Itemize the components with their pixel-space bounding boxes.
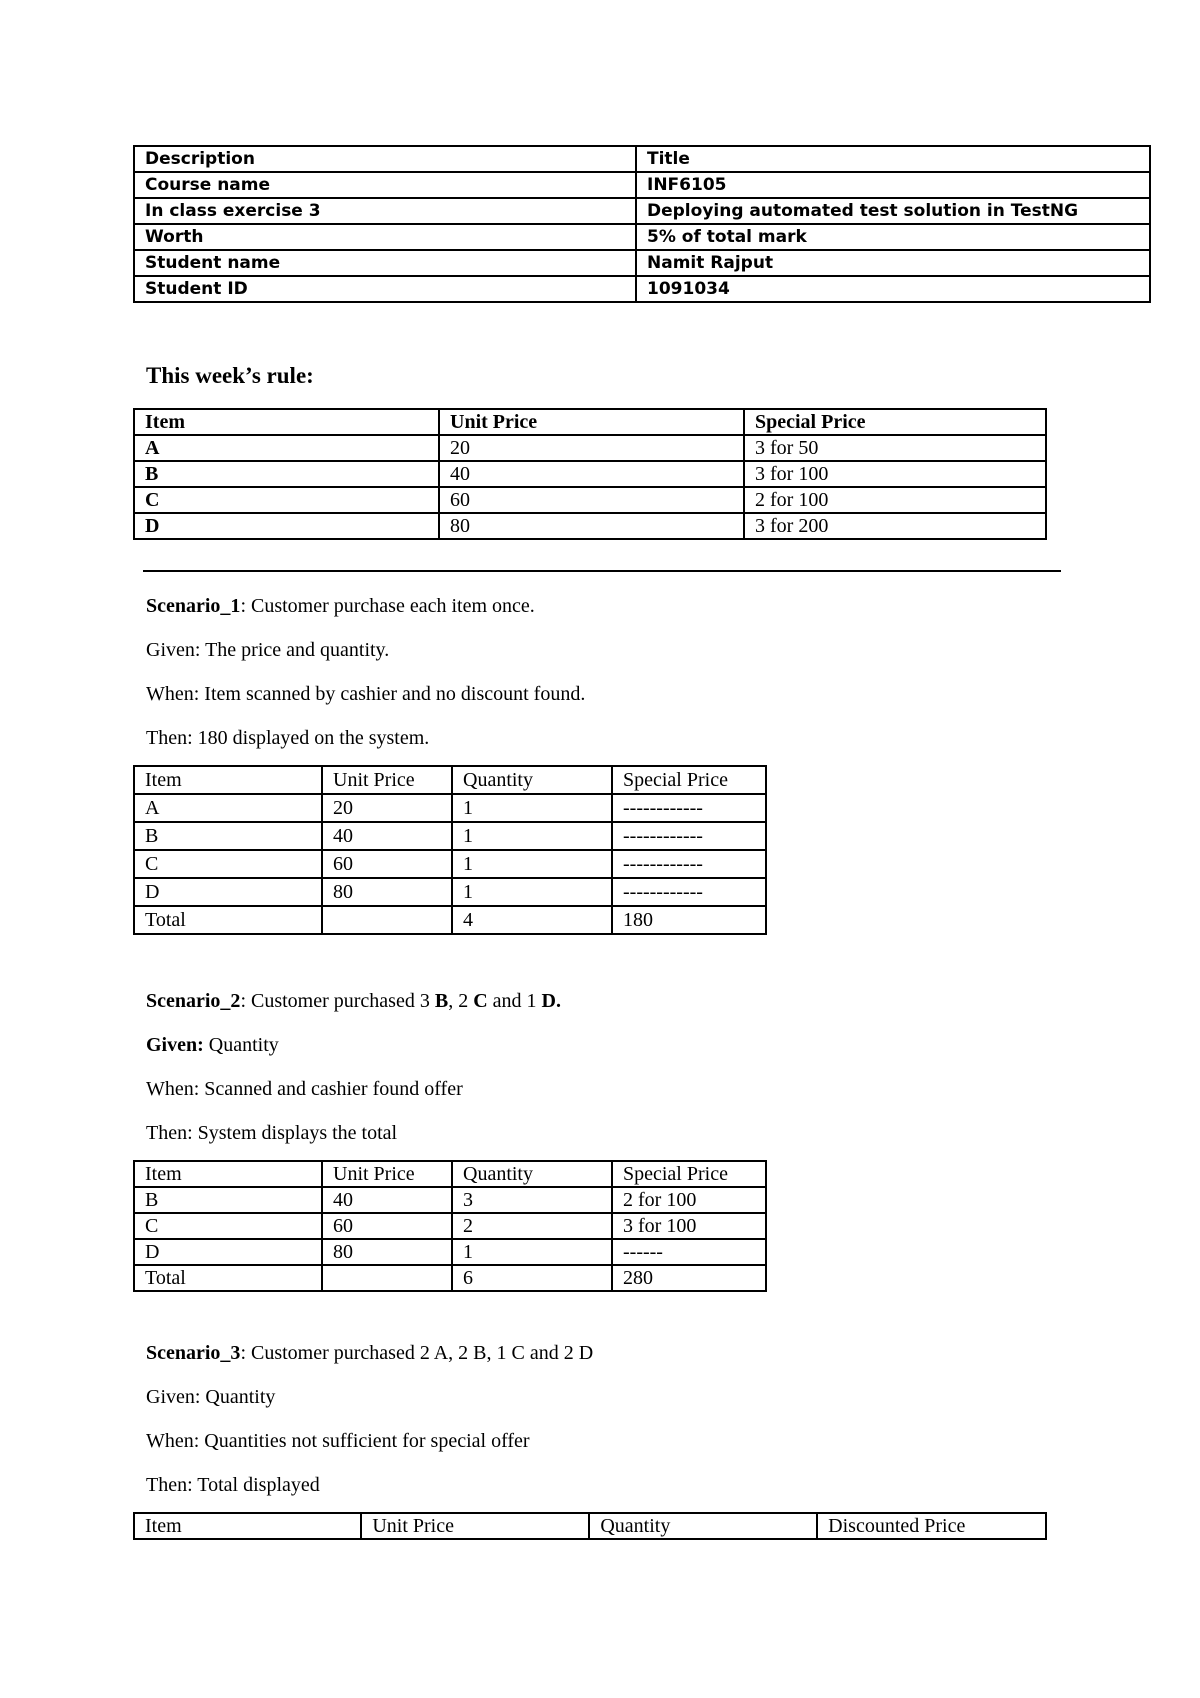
table-cell: Item (134, 409, 439, 435)
table-cell: 1 (452, 822, 612, 850)
table-cell: Namit Rajput (636, 250, 1150, 276)
table-cell: Discounted Price (817, 1513, 1046, 1539)
table-row (134, 198, 1150, 224)
table-row (134, 146, 1150, 172)
table-cell: 1091034 (636, 276, 1150, 302)
table-row (134, 1513, 1046, 1539)
scenario2-text: and 1 (487, 990, 542, 1012)
table-row (134, 906, 766, 934)
table-row (134, 1265, 766, 1291)
table-cell: 60 (322, 850, 452, 878)
table-cell: 3 for 200 (744, 513, 1046, 539)
table-cell: D (134, 878, 322, 906)
table-cell: 3 for 50 (744, 435, 1046, 461)
table-row (134, 224, 1150, 250)
table-row (134, 487, 1046, 513)
scenario2-table (133, 1160, 767, 1292)
table-cell: Quantity (452, 766, 612, 794)
table-cell: 60 (439, 487, 744, 513)
scenario2-when: When: Scanned and cashier found offer (146, 1078, 463, 1100)
scenario1-label: Scenario_1 (146, 595, 241, 617)
table-cell: Unit Price (361, 1513, 589, 1539)
table-cell: INF6105 (636, 172, 1150, 198)
scenario2-heading (146, 990, 561, 1013)
table-cell: 2 for 100 (744, 487, 1046, 513)
table-cell: Title (636, 146, 1150, 172)
table-cell: 20 (439, 435, 744, 461)
table-cell: Description (134, 146, 636, 172)
table-row (134, 172, 1150, 198)
table-row (134, 1187, 766, 1213)
scenario2-given-text: Quantity (203, 1034, 279, 1056)
table-cell: B (134, 461, 439, 487)
table-cell: Total (134, 906, 322, 934)
scenario2-text: , 2 (448, 990, 474, 1012)
table-cell: Item (134, 766, 322, 794)
scenario1-table (133, 765, 767, 935)
table-cell: Quantity (589, 1513, 817, 1539)
table-cell: 180 (612, 906, 766, 934)
table-cell: C (134, 487, 439, 513)
table-cell: Course name (134, 172, 636, 198)
table-row (134, 461, 1046, 487)
scenario2-item-d: D. (541, 990, 561, 1012)
table-cell: 60 (322, 1213, 452, 1239)
table-cell: Unit Price (439, 409, 744, 435)
table-row (134, 1161, 766, 1187)
table-cell: 40 (322, 1187, 452, 1213)
rule-heading: This week’s rule: (146, 363, 314, 388)
scenario2-label: Scenario_2 (146, 990, 241, 1012)
table-cell: C (134, 1213, 322, 1239)
table-cell: Special Price (612, 1161, 766, 1187)
scenario1-text: : Customer purchase each item once. (240, 595, 535, 617)
table-cell: B (134, 822, 322, 850)
table-row (134, 276, 1150, 302)
table-cell: D (134, 1239, 322, 1265)
table-cell: In class exercise 3 (134, 198, 636, 224)
table-cell: ------ (612, 1239, 766, 1265)
table-cell: Special Price (612, 766, 766, 794)
horizontal-divider (143, 570, 1061, 572)
table-cell: 3 for 100 (744, 461, 1046, 487)
scenario2-text: : Customer purchased 3 (240, 990, 435, 1012)
table-cell: 20 (322, 794, 452, 822)
table-cell: 80 (322, 878, 452, 906)
table-cell: Unit Price (322, 1161, 452, 1187)
table-row (134, 435, 1046, 461)
scenario1-heading (146, 595, 535, 618)
scenario3-when: When: Quantities not sufficient for special offer (146, 1430, 530, 1452)
course-info-table (133, 145, 1151, 303)
table-cell: 4 (452, 906, 612, 934)
table-row (134, 878, 766, 906)
table-row (134, 409, 1046, 435)
scenario2-item-b: B (434, 990, 449, 1012)
scenario3-given: Given: Quantity (146, 1386, 276, 1408)
table-row (134, 822, 766, 850)
table-cell: ------------ (612, 850, 766, 878)
table-row (134, 794, 766, 822)
scenario2-item-c: C (473, 990, 488, 1012)
table-row (134, 766, 766, 794)
table-row (134, 250, 1150, 276)
table-cell: Item (134, 1161, 322, 1187)
table-cell: 6 (452, 1265, 612, 1291)
table-cell (322, 1265, 452, 1291)
table-cell: Quantity (452, 1161, 612, 1187)
scenario2-given (146, 1034, 279, 1057)
table-cell: Unit Price (322, 766, 452, 794)
scenario3-label: Scenario_3 (146, 1342, 241, 1364)
table-cell: 280 (612, 1265, 766, 1291)
table-cell: Student ID (134, 276, 636, 302)
table-cell: 1 (452, 794, 612, 822)
table-row (134, 513, 1046, 539)
table-cell: A (134, 435, 439, 461)
table-cell: 3 (452, 1187, 612, 1213)
table-cell: 1 (452, 1239, 612, 1265)
table-cell: C (134, 850, 322, 878)
table-cell: 40 (322, 822, 452, 850)
table-cell: Deploying automated test solution in TestNG (636, 198, 1150, 224)
table-cell: Student name (134, 250, 636, 276)
scenario3-table (133, 1512, 1047, 1540)
table-cell: Worth (134, 224, 636, 250)
scenario1-then: Then: 180 displayed on the system. (146, 727, 430, 749)
pricing-rule-table (133, 408, 1047, 540)
table-cell: B (134, 1187, 322, 1213)
table-cell: ------------ (612, 878, 766, 906)
table-cell: 80 (439, 513, 744, 539)
table-cell: 3 for 100 (612, 1213, 766, 1239)
table-cell: 5% of total mark (636, 224, 1150, 250)
table-cell: 80 (322, 1239, 452, 1265)
table-cell: A (134, 794, 322, 822)
table-cell: ------------ (612, 794, 766, 822)
table-cell: 2 for 100 (612, 1187, 766, 1213)
table-row (134, 1213, 766, 1239)
table-cell: 2 (452, 1213, 612, 1239)
table-cell: 1 (452, 850, 612, 878)
scenario3-heading (146, 1342, 593, 1365)
table-cell: Total (134, 1265, 322, 1291)
scenario2-then: Then: System displays the total (146, 1122, 398, 1144)
table-cell: D (134, 513, 439, 539)
scenario2-given-label: Given: (146, 1034, 204, 1056)
table-cell: 40 (439, 461, 744, 487)
table-cell (322, 906, 452, 934)
scenario3-text: : Customer purchased 2 A, 2 B, 1 C and 2 D (240, 1342, 594, 1364)
table-cell: Item (134, 1513, 361, 1539)
scenario1-when: When: Item scanned by cashier and no discount found. (146, 683, 586, 705)
table-cell: ------------ (612, 822, 766, 850)
table-row (134, 1239, 766, 1265)
scenario1-given: Given: The price and quantity. (146, 639, 390, 661)
table-cell: Special Price (744, 409, 1046, 435)
scenario3-then: Then: Total displayed (146, 1474, 320, 1496)
table-row (134, 850, 766, 878)
table-cell: 1 (452, 878, 612, 906)
